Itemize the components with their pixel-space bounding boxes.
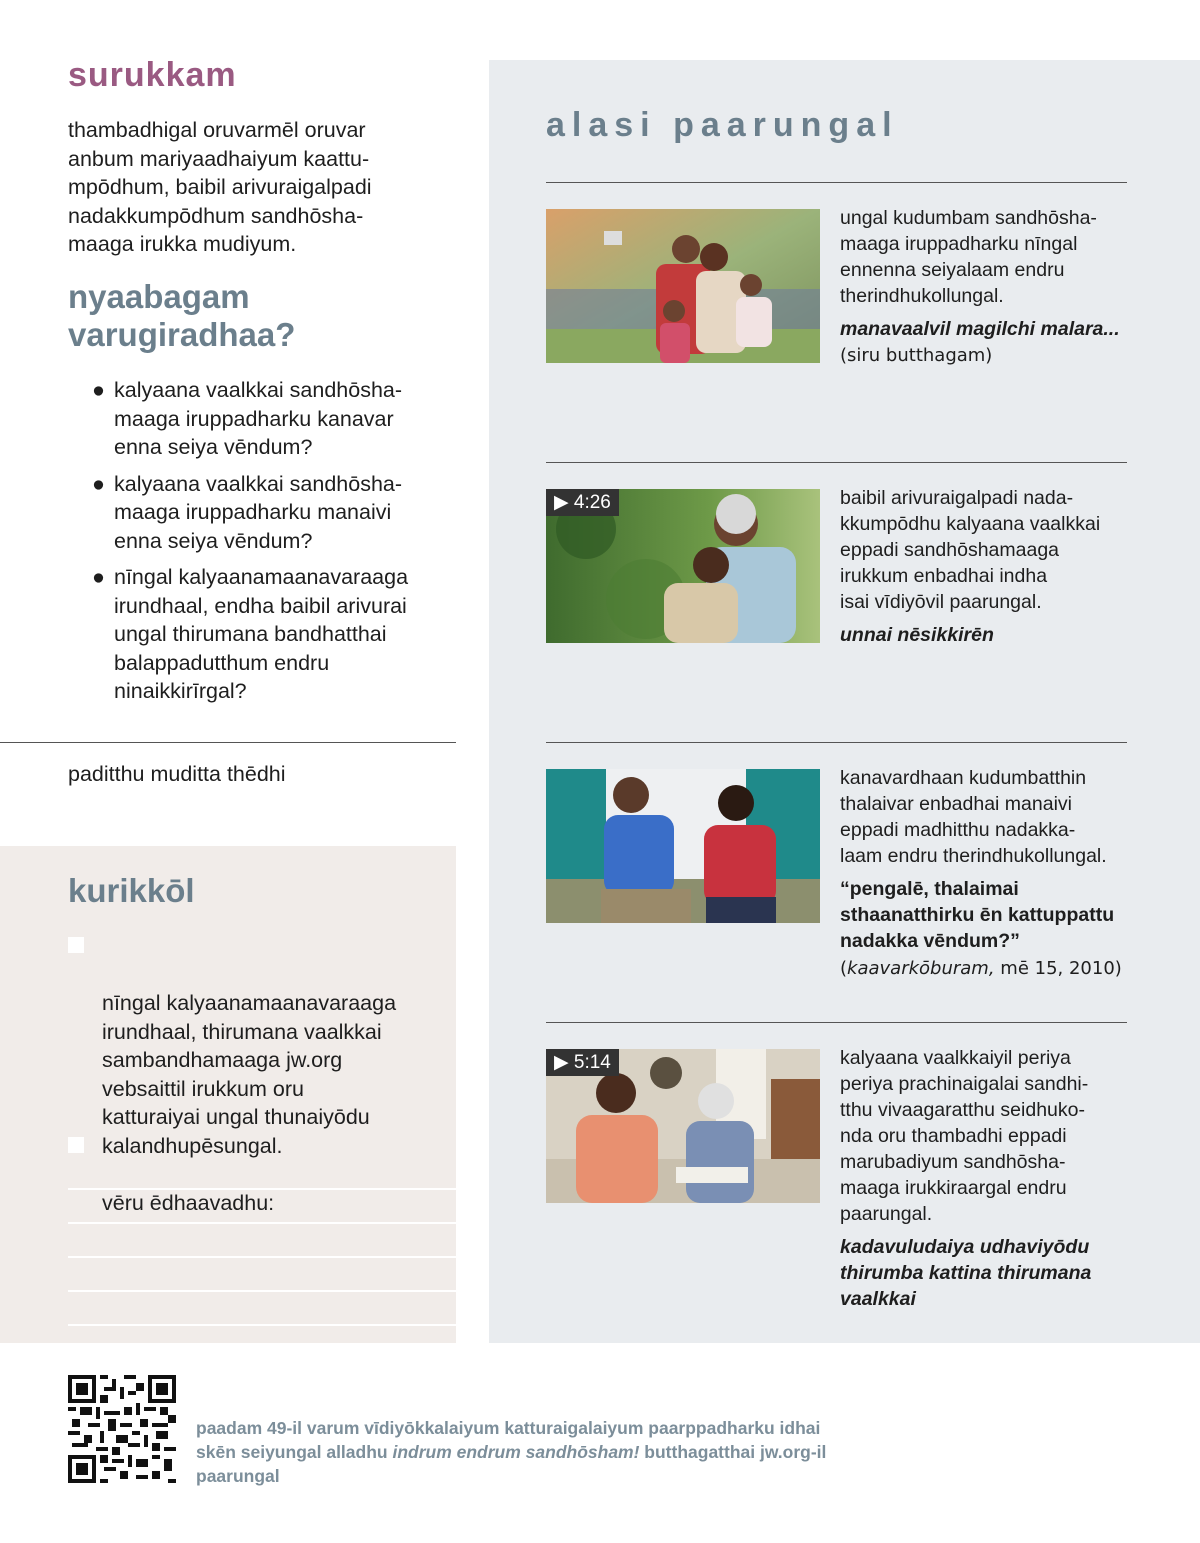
explore-item-description: baibil arivuraigalpadi nada- kkumpōdhu kalyaana vaalkkai eppadi sandhōshamaaga irukkum enbadhai indha isai vīdiyōvil paarungal. <box>840 487 1101 613</box>
goals-heading: kurikkōl <box>68 872 195 909</box>
review-heading: nyaabagam varugiradhaa? <box>68 278 296 353</box>
bullet-icon: ● <box>92 471 105 496</box>
goal-item-other: vēru ēdhaavadhu: <box>68 1132 438 1246</box>
review-question: ● nīngal kalyaanamaanavaraaga irundhaal, endha baibil arivurai ungal thirumana bandhatthai balappadutthum endru ninaikkirīrgal? <box>92 565 409 703</box>
write-line[interactable] <box>68 1256 456 1258</box>
divider <box>546 462 1127 463</box>
bullet-icon: ● <box>92 378 105 402</box>
explore-heading: alasi paarungal <box>546 106 899 144</box>
write-line[interactable] <box>68 1222 456 1224</box>
bullet-icon: ● <box>92 565 105 589</box>
publication-reference-note: (kaavarkōburam, mē 15, 2010) <box>840 958 1122 979</box>
checkbox[interactable] <box>68 937 84 953</box>
explore-item-title-link[interactable]: kadavuludaiya udhaviyōdu thirumba kattina thirumana vaalkkai <box>840 1236 1092 1310</box>
explore-item-description: kalyaana vaalkkaiyil periya periya prachinaigalai sandhi- tthu vivaagaratthu seidhuko- nda oru thambadhi eppadi marubadiyum sandhōsha- maaga irukkiraargal endru paarungal. <box>840 1047 1089 1225</box>
divider <box>0 742 456 743</box>
review-question: ● kalyaana vaalkkai sandhōsha- maaga iruppadharku kanavar enna seiya vēndum? <box>92 378 403 459</box>
divider <box>546 1022 1127 1023</box>
explore-item-description: ungal kudumbam sandhōsha- maaga iruppadharku nīngal ennenna seiyalaam endru therindhukollungal. <box>840 207 1097 307</box>
date-completed-label: paditthu muditta thēdhi <box>68 762 286 786</box>
explore-item-title-link[interactable]: manavaalvil magilchi malara... <box>840 318 1120 340</box>
video-duration-badge: ▶ 5:14 <box>546 1049 619 1076</box>
footer-qr-instructions: paadam 49-il varum vīdiyōkkalaiyum katturaigalaiyum paarppadharku idhai skēn seiyungal alladhu indrum endrum sandhōsham! butthagatthai jw.org-il paarungal <box>196 1418 827 1486</box>
divider <box>546 182 1127 183</box>
goal-item: nīngal kalyaanamaanavaraaga irundhaal, thirumana vaalkkai sambandhamaaga jw.org vebsaittil irukkum oru katturaiyai ungal thunaiyōdu kalandhupēsungal. <box>68 932 438 1189</box>
video-thumbnail[interactable] <box>546 489 820 643</box>
video-thumbnail[interactable] <box>546 1049 820 1203</box>
review-questions-list <box>90 376 450 714</box>
video-duration-badge: ▶ 4:26 <box>546 489 619 516</box>
divider <box>546 742 1127 743</box>
summary-text: thambadhigal oruvarmēl oruvar anbum mariyaadhaiyum kaattu- mpōdhum, baibil arivuraigalpadi nadakkumpōdhum sandhōsha- maaga irukka mudiyum. <box>68 118 372 256</box>
review-question: ● kalyaana vaalkkai sandhōsha- maaga iruppadharku manaivi enna seiya vēndum? <box>92 471 403 553</box>
checkbox[interactable] <box>68 1137 84 1153</box>
family-selfie-image[interactable] <box>546 209 820 363</box>
explore-item-title-link[interactable]: “pengalē, thalaimai sthaanatthirku ēn kattuppattu nadakka vēndum?” <box>840 878 1115 952</box>
qr-code-icon[interactable] <box>68 1375 176 1483</box>
write-line[interactable] <box>68 1290 456 1292</box>
summary-heading: surukkam <box>68 56 237 94</box>
couple-talking-image[interactable] <box>546 769 820 923</box>
write-line[interactable] <box>68 1188 456 1190</box>
publication-type-note: (siru butthagam) <box>840 345 993 366</box>
explore-item-title-link[interactable]: unnai nēsikkirēn <box>840 624 994 646</box>
explore-item-description: kanavardhaan kudumbatthin thalaivar enbadhai manaivi eppadi madhitthu nadakka- laam endru therindhukollungal. <box>840 767 1107 867</box>
write-line[interactable] <box>68 1324 456 1326</box>
